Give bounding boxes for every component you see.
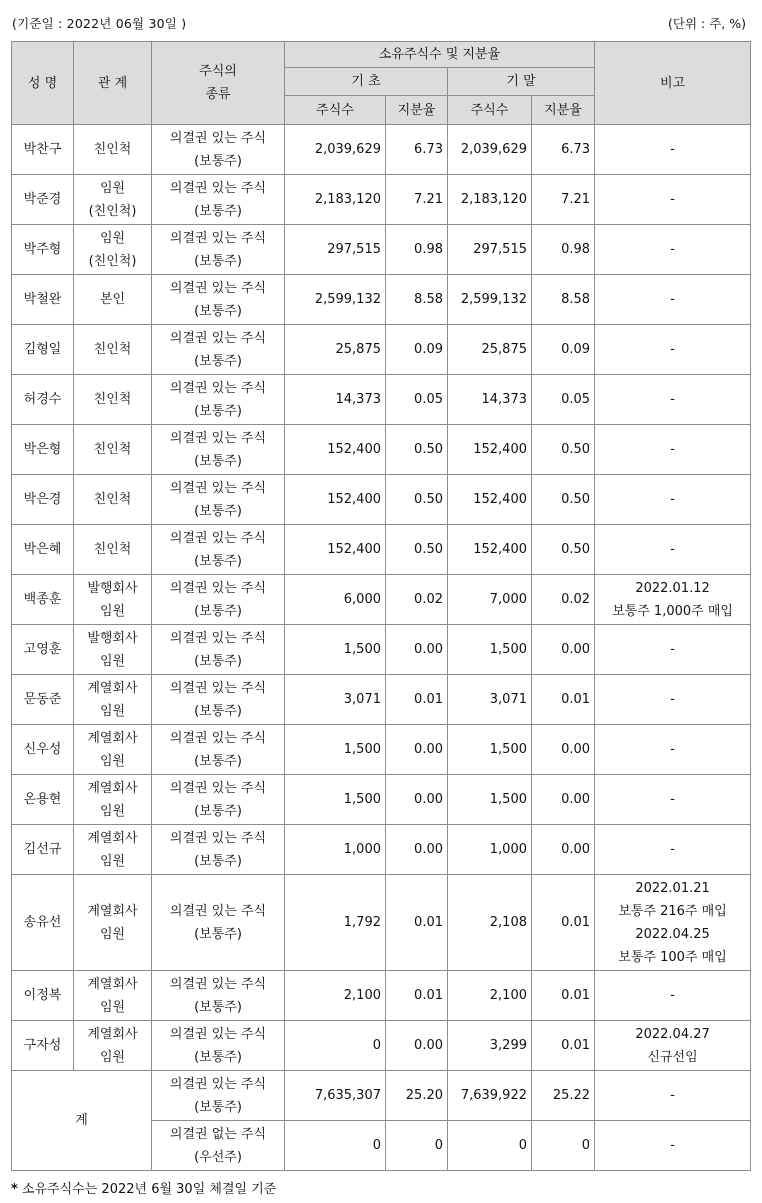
stock-type-cell [152,325,285,375]
relation-cell [74,775,152,825]
stock-type-cell [152,875,285,971]
name-cell: 구자성 [12,1021,74,1071]
remark-cell [595,825,751,875]
end-ratio-cell: 0.00 [532,775,595,825]
relation-cell [74,725,152,775]
end-shares-cell: 7,639,922 [448,1071,532,1121]
begin-shares-cell: 2,039,629 [285,125,386,175]
stock-type-cell-line: 의결권 있는 주식 [169,976,267,992]
remark-cell-line: - [670,642,675,657]
end-shares-cell: 1,500 [448,625,532,675]
name-cell: 김선규 [12,825,74,875]
table-row [12,625,751,675]
end-ratio-cell: 0.02 [532,575,595,625]
begin-shares-cell: 0 [285,1121,386,1171]
remark-cell-line: 보통주 216주 매입 [618,903,727,919]
end-shares-cell: 14,373 [448,375,532,425]
begin-shares-cell: 7,635,307 [285,1071,386,1121]
remark-cell-line: - [670,842,675,857]
stock-type-cell-line: 의결권 없는 주식 [169,1126,267,1142]
end-shares-cell: 2,183,120 [448,175,532,225]
name-cell: 문동준 [12,675,74,725]
remark-cell-line: 신규선임 [647,1049,698,1065]
stock-type-cell-line: (보통주) [194,153,242,169]
footnote-text: 소유주식수는 2022년 6월 30일 체결일 기준 [17,1182,277,1197]
begin-ratio-cell: 6.73 [386,125,448,175]
name-cell: 백종훈 [12,575,74,625]
stock-type-cell [152,625,285,675]
shareholding-table [11,41,751,1171]
relation-cell-line: 친인척 [93,492,132,507]
stock-type-cell-line: 의결권 있는 주식 [169,380,267,396]
relation-cell-line: 임원 [99,1049,126,1065]
stock-type-cell-line: 의결권 있는 주식 [169,830,267,846]
end-ratio-cell: 8.58 [532,275,595,325]
header-holdings: 소유주식수 및 지분율 [285,42,595,68]
name-cell: 박주형 [12,225,74,275]
end-shares-cell: 1,500 [448,775,532,825]
header-stock-type-line2: 종류 [205,87,231,102]
relation-cell [74,225,152,275]
table-row [12,325,751,375]
stock-type-cell-line: (보통주) [194,753,242,769]
begin-ratio-cell: 0.50 [386,525,448,575]
relation-cell-line: 임원 [99,999,126,1015]
relation-cell [74,575,152,625]
stock-type-cell-line: (보통주) [194,999,242,1015]
stock-type-cell-line: 의결권 있는 주식 [169,330,267,346]
begin-shares-cell: 152,400 [285,525,386,575]
begin-ratio-cell: 0.00 [386,625,448,675]
begin-ratio-cell: 0.00 [386,725,448,775]
stock-type-cell [152,525,285,575]
name-cell: 허경수 [12,375,74,425]
relation-cell-line: 임원 [99,180,126,196]
remark-cell-line: - [670,988,675,1003]
remark-cell-line: 2022.04.27 [635,1026,710,1042]
stock-type-cell-line: 의결권 있는 주식 [169,430,267,446]
stock-type-cell-line: 의결권 있는 주식 [169,230,267,246]
relation-cell-line: 임원 [99,853,126,869]
stock-type-cell [152,971,285,1021]
stock-type-cell-line: 의결권 있는 주식 [169,730,267,746]
stock-type-cell [152,275,285,325]
name-cell: 송유선 [12,875,74,971]
relation-cell-line: 친인척 [93,442,132,457]
relation-cell-line: 친인척 [93,542,132,557]
end-shares-cell: 1,500 [448,725,532,775]
relation-cell-line: 친인척 [93,342,132,357]
stock-type-cell [152,175,285,225]
relation-cell-line: 본인 [99,292,126,307]
begin-shares-cell: 2,599,132 [285,275,386,325]
begin-shares-cell: 1,500 [285,775,386,825]
stock-type-cell [152,425,285,475]
remark-cell [595,1121,751,1171]
begin-ratio-cell: 0.01 [386,971,448,1021]
stock-type-cell-line: (보통주) [194,203,242,219]
name-cell: 박철완 [12,275,74,325]
remark-cell-line: 2022.04.25 [635,926,710,942]
table-row [12,675,751,725]
name-cell: 신우성 [12,725,74,775]
stock-type-cell-line: (보통주) [194,453,242,469]
name-cell: 고영훈 [12,625,74,675]
end-ratio-cell: 0.98 [532,225,595,275]
end-ratio-cell: 0.00 [532,625,595,675]
reference-date: (기준일 : 2022년 06월 30일 ) [12,16,187,31]
remark-cell-line: - [670,1138,675,1153]
relation-cell-line: 계열회사 [87,780,138,796]
table-row [12,175,751,225]
relation-cell [74,971,152,1021]
name-cell: 온용현 [12,775,74,825]
name-cell: 박은경 [12,475,74,525]
end-ratio-cell: 0.50 [532,475,595,525]
relation-cell [74,425,152,475]
end-ratio-cell: 7.21 [532,175,595,225]
end-shares-cell: 152,400 [448,525,532,575]
remark-cell-line: - [670,492,675,507]
table-row [12,375,751,425]
begin-shares-cell: 2,183,120 [285,175,386,225]
relation-cell [74,875,152,971]
remark-cell-line: - [670,242,675,257]
begin-shares-cell: 152,400 [285,475,386,525]
end-shares-cell: 152,400 [448,475,532,525]
footnote [11,1178,276,1197]
table-row [12,225,751,275]
relation-cell-line: 임원 [99,703,126,719]
relation-cell-line: 계열회사 [87,1026,138,1042]
name-cell: 박은혜 [12,525,74,575]
begin-ratio-cell: 0.01 [386,875,448,971]
relation-cell [74,1021,152,1071]
stock-type-cell-line: (보통주) [194,403,242,419]
begin-shares-cell: 3,071 [285,675,386,725]
end-shares-cell: 1,000 [448,825,532,875]
stock-type-cell-line: (보통주) [194,253,242,269]
end-ratio-cell: 0.00 [532,825,595,875]
begin-ratio-cell: 0.02 [386,575,448,625]
end-shares-cell: 3,299 [448,1021,532,1071]
relation-cell-line: 발행회사 [87,580,138,596]
stock-type-cell [152,725,285,775]
relation-cell-line: 임원 [99,926,126,942]
end-shares-cell: 2,599,132 [448,275,532,325]
stock-type-cell [152,1121,285,1171]
stock-type-cell-line: 의결권 있는 주식 [169,630,267,646]
relation-cell-line: (친인척) [88,253,137,269]
relation-cell [74,475,152,525]
stock-type-cell-line: (보통주) [194,353,242,369]
remark-cell-line: - [670,292,675,307]
header-begin-shares: 주식수 [285,96,386,125]
stock-type-cell [152,675,285,725]
relation-cell [74,375,152,425]
stock-type-cell-line: 의결권 있는 주식 [169,530,267,546]
begin-ratio-cell: 0.50 [386,475,448,525]
end-shares-cell: 0 [448,1121,532,1171]
relation-cell-line: 임원 [99,753,126,769]
begin-shares-cell: 0 [285,1021,386,1071]
remark-cell-line: - [670,692,675,707]
table-row [12,825,751,875]
relation-cell-line: 계열회사 [87,903,138,919]
end-ratio-cell: 0.50 [532,525,595,575]
relation-cell-line: 친인척 [93,142,132,157]
end-ratio-cell: 0.05 [532,375,595,425]
table-row [12,275,751,325]
begin-ratio-cell: 0.98 [386,225,448,275]
stock-type-cell-line: 의결권 있는 주식 [169,1076,267,1092]
stock-type-cell-line: (보통주) [194,1099,242,1115]
end-ratio-cell: 25.22 [532,1071,595,1121]
total-label-cell: 계 [12,1071,152,1171]
end-ratio-cell: 0.01 [532,675,595,725]
begin-ratio-cell: 0.00 [386,1021,448,1071]
total-row [12,1071,751,1121]
relation-cell [74,275,152,325]
stock-type-cell [152,125,285,175]
begin-ratio-cell: 0.05 [386,375,448,425]
remark-cell-line: 보통주 1,000주 매입 [612,603,733,619]
begin-shares-cell: 1,500 [285,625,386,675]
begin-shares-cell: 1,500 [285,725,386,775]
relation-cell [74,625,152,675]
stock-type-cell [152,1071,285,1121]
header-stock-type-line1: 주식의 [199,64,237,79]
stock-type-cell-line: 의결권 있는 주식 [169,780,267,796]
remark-cell [595,971,751,1021]
stock-type-cell-line: (보통주) [194,603,242,619]
relation-cell-line: 친인척 [93,392,132,407]
remark-cell-line: - [670,542,675,557]
stock-type-cell-line: 의결권 있는 주식 [169,680,267,696]
end-shares-cell: 2,100 [448,971,532,1021]
begin-shares-cell: 2,100 [285,971,386,1021]
relation-cell [74,525,152,575]
stock-type-cell-line: (보통주) [194,926,242,942]
table-row [12,775,751,825]
stock-type-cell-line: 의결권 있는 주식 [169,480,267,496]
relation-cell [74,825,152,875]
remark-cell [595,1071,751,1121]
end-ratio-cell: 0.00 [532,725,595,775]
begin-shares-cell: 297,515 [285,225,386,275]
end-shares-cell: 2,039,629 [448,125,532,175]
header-name: 성 명 [12,42,74,125]
remark-cell [595,875,751,971]
begin-ratio-cell: 0.09 [386,325,448,375]
begin-ratio-cell: 8.58 [386,275,448,325]
remark-cell [595,375,751,425]
remark-cell [595,425,751,475]
remark-cell-line: - [670,1088,675,1103]
begin-shares-cell: 25,875 [285,325,386,375]
remark-cell-line: - [670,792,675,807]
stock-type-cell-line: 의결권 있는 주식 [169,280,267,296]
begin-ratio-cell: 7.21 [386,175,448,225]
remark-cell-line: 2022.01.12 [635,580,710,596]
unit-label: (단위 : 주, %) [668,16,746,31]
stock-type-cell-line: (보통주) [194,503,242,519]
header-relation: 관 계 [74,42,152,125]
name-cell: 박준경 [12,175,74,225]
end-ratio-cell: 0.50 [532,425,595,475]
stock-type-cell-line: (보통주) [194,553,242,569]
relation-cell-line: 계열회사 [87,976,138,992]
table-row [12,475,751,525]
table-row [12,525,751,575]
stock-type-cell-line: (보통주) [194,653,242,669]
end-shares-cell: 25,875 [448,325,532,375]
remark-cell [595,175,751,225]
stock-type-cell-line: 의결권 있는 주식 [169,180,267,196]
begin-ratio-cell: 0.50 [386,425,448,475]
name-cell: 박찬구 [12,125,74,175]
remark-cell-line: - [670,742,675,757]
table-caption [0,8,762,34]
remark-cell-line: 2022.01.21 [635,880,710,896]
begin-shares-cell: 1,792 [285,875,386,971]
remark-cell [595,725,751,775]
relation-cell-line: (친인척) [88,203,137,219]
stock-type-cell-line: (보통주) [194,303,242,319]
remark-cell [595,575,751,625]
table-row [12,575,751,625]
relation-cell-line: 임원 [99,653,126,669]
table-row [12,1021,751,1071]
remark-cell [595,625,751,675]
remark-cell [595,675,751,725]
begin-ratio-cell: 0.00 [386,825,448,875]
stock-type-cell [152,825,285,875]
begin-shares-cell: 1,000 [285,825,386,875]
header-end: 기 말 [448,68,595,96]
table-row [12,875,751,971]
end-ratio-cell: 6.73 [532,125,595,175]
stock-type-cell [152,575,285,625]
end-ratio-cell: 0.09 [532,325,595,375]
stock-type-cell-line: (우선주) [194,1149,242,1165]
begin-ratio-cell: 0.01 [386,675,448,725]
table-row [12,971,751,1021]
remark-cell [595,325,751,375]
relation-cell [74,125,152,175]
relation-cell-line: 계열회사 [87,680,138,696]
remark-cell-line: 보통주 100주 매입 [618,949,727,965]
remark-cell-line: - [670,192,675,207]
end-shares-cell: 297,515 [448,225,532,275]
stock-type-cell-line: 의결권 있는 주식 [169,903,267,919]
remark-cell [595,525,751,575]
begin-shares-cell: 14,373 [285,375,386,425]
relation-cell [74,325,152,375]
header-end-shares: 주식수 [448,96,532,125]
name-cell: 이정복 [12,971,74,1021]
relation-cell-line: 임원 [99,603,126,619]
stock-type-cell-line: (보통주) [194,803,242,819]
end-ratio-cell: 0.01 [532,1021,595,1071]
remark-cell-line: - [670,342,675,357]
remark-cell-line: - [670,142,675,157]
stock-type-cell [152,375,285,425]
remark-cell [595,1021,751,1071]
remark-cell [595,775,751,825]
header-end-ratio: 지분율 [532,96,595,125]
footnote-bullet: * [11,1182,18,1197]
relation-cell-line: 발행회사 [87,630,138,646]
header-begin-ratio: 지분율 [386,96,448,125]
stock-type-cell-line: (보통주) [194,703,242,719]
remark-cell [595,225,751,275]
stock-type-cell [152,475,285,525]
stock-type-cell [152,775,285,825]
header-begin: 기 초 [285,68,448,96]
remark-cell-line: - [670,392,675,407]
table-row [12,425,751,475]
name-cell: 김형일 [12,325,74,375]
stock-type-cell-line: 의결권 있는 주식 [169,580,267,596]
table-body [12,125,751,1171]
begin-ratio-cell: 25.20 [386,1071,448,1121]
remark-cell [595,475,751,525]
begin-ratio-cell: 0 [386,1121,448,1171]
begin-shares-cell: 6,000 [285,575,386,625]
end-shares-cell: 2,108 [448,875,532,971]
stock-type-cell [152,1021,285,1071]
relation-cell [74,175,152,225]
remark-cell [595,125,751,175]
relation-cell-line: 임원 [99,803,126,819]
header-remark: 비고 [595,42,751,125]
stock-type-cell-line: (보통주) [194,1049,242,1065]
stock-type-cell-line: 의결권 있는 주식 [169,1026,267,1042]
table-row [12,125,751,175]
remark-cell [595,275,751,325]
stock-type-cell-line: 의결권 있는 주식 [169,130,267,146]
begin-shares-cell: 152,400 [285,425,386,475]
end-shares-cell: 3,071 [448,675,532,725]
relation-cell-line: 계열회사 [87,730,138,746]
relation-cell-line: 계열회사 [87,830,138,846]
header-stock-type [152,42,285,125]
end-shares-cell: 7,000 [448,575,532,625]
begin-ratio-cell: 0.00 [386,775,448,825]
remark-cell-line: - [670,442,675,457]
stock-type-cell-line: (보통주) [194,853,242,869]
end-ratio-cell: 0.01 [532,971,595,1021]
end-ratio-cell: 0.01 [532,875,595,971]
relation-cell [74,675,152,725]
stock-type-cell [152,225,285,275]
table-row [12,725,751,775]
name-cell: 박은형 [12,425,74,475]
relation-cell-line: 임원 [99,230,126,246]
end-ratio-cell: 0 [532,1121,595,1171]
end-shares-cell: 152,400 [448,425,532,475]
